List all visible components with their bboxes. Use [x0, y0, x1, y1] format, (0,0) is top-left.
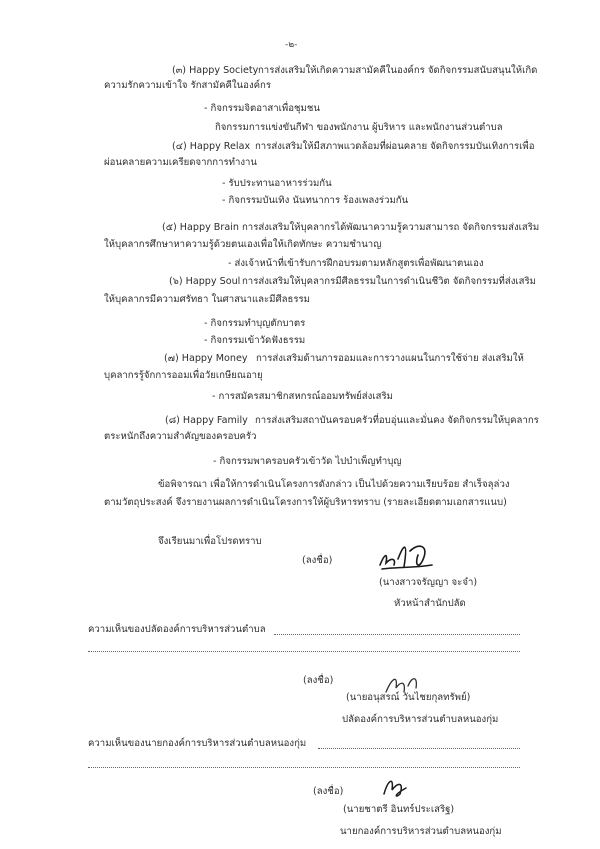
dotted-line	[88, 767, 520, 768]
signature-mark	[374, 537, 438, 575]
signer-position: นายกองค์การบริหารส่วนตำบลหนองกุ่ม	[340, 826, 502, 837]
item-title: (๔) Happy Relax	[172, 141, 251, 152]
item-title: (๓) Happy Society	[172, 65, 259, 76]
closing-line: จึงเรียนมาเพื่อโปรดทราบ	[158, 536, 262, 547]
item-description: การส่งเสริมให้เกิดความสามัคคีในองค์กร จัดกิจกรรมสนับสนุนให้เกิด	[258, 65, 538, 76]
consideration-line: ตามวัตถุประสงค์ จึงรายงานผลการดำเนินโครงการให้ผู้บริหารทราบ (รายละเอียดตามเอกสารแนบ)	[104, 497, 507, 508]
item-description: การส่งเสริมให้บุคลากรได้พัฒนาความรู้ความสามารถ จัดกิจกรรมส่งเสริม	[242, 222, 540, 233]
activity-item: - กิจกรรมพาครอบครัวเข้าวัด ไปบำเพ็ญทำบุญ	[213, 456, 402, 467]
signature-label: (ลงชื่อ)	[302, 555, 333, 566]
dotted-line	[274, 634, 520, 635]
signer-name: (นางสาวจรัญญา จะจำ)	[379, 577, 478, 588]
signature-label: (ลงชื่อ)	[303, 675, 334, 686]
activity-item: - กิจกรรมจิตอาสาเพื่อชุมชน	[204, 103, 320, 114]
consideration-line: ข้อพิจารณา เพื่อให้การดำเนินโครงการดังกล่าว เป็นไปด้วยความเรียบร้อย สำเร็จลุล่วง	[158, 479, 510, 490]
activity-item: - กิจกรรมบันเทิง นันทนาการ ร้องเพลงร่วมกัน	[222, 195, 409, 206]
item-description: การส่งเสริมสถาบันครอบครัวที่อบอุ่นและมั่นคง จัดกิจกรรมให้บุคลากร	[255, 415, 539, 426]
item-description: ให้บุคลากรมีความศรัทธา ในศาสนาและมีศีลธรรม	[104, 294, 310, 305]
activity-item: กิจกรรมการแข่งขันกีฬา ของพนักงาน ผู้บริหาร และพนักงานส่วนตำบล	[215, 122, 503, 133]
dotted-line	[318, 748, 520, 749]
item-description: ผ่อนคลายความเครียดจากการทำงาน	[104, 157, 257, 168]
item-title: (๕) Happy Brain	[162, 222, 239, 233]
item-title: (๗) Happy Money	[164, 353, 248, 364]
signer-position: ปลัดองค์การบริหารส่วนตำบลหนองกุ่ม	[342, 714, 499, 725]
item-description: การส่งเสริมให้มีสภาพแวดล้อมที่ผ่อนคลาย จัดกิจกรรมบันเทิงการเพื่อ	[255, 141, 535, 152]
signature-label: (ลงชื่อ)	[313, 786, 344, 797]
item-title: (๘) Happy Family	[165, 415, 248, 426]
item-description: ความรักความเข้าใจ รักสามัคคีในองค์กร	[104, 80, 272, 91]
activity-item: - กิจกรรมทำบุญตักบาตร	[204, 318, 306, 329]
dotted-line	[88, 651, 520, 652]
item-description: การส่งเสริมให้บุคลากรมีศีลธรรมในการดำเนินชีวิต จัดกิจกรรมที่ส่งเสริม	[242, 276, 537, 287]
activity-item: - กิจกรรมเข้าวัดฟังธรรม	[204, 335, 306, 346]
page-number: -๒-	[285, 40, 298, 50]
item-description: ตระหนักถึงความสำคัญของครอบครัว	[104, 431, 257, 442]
item-description: การส่งเสริมด้านการออมและการวางแผนในการใช้จ่าย ส่งเสริมให้	[256, 353, 524, 364]
signature-mark	[378, 772, 412, 802]
signer-name: (นายชาตรี อินทร์ประเสริฐ)	[343, 804, 455, 815]
activity-item: - ส่งเจ้าหน้าที่เข้ารับการฝึกอบรมตามหลักสูตรเพื่อพัฒนาตนเอง	[228, 258, 484, 269]
opinion-label: ความเห็นของปลัดองค์การบริหารส่วนตำบล	[88, 624, 266, 635]
signer-position: หัวหน้าสำนักปลัด	[394, 598, 466, 609]
item-description: ให้บุคลากรศึกษาหาความรู้ด้วยตนเองเพื่อให้เกิดทักษะ ความชำนาญ	[104, 239, 382, 250]
activity-item: - การสมัครสมาชิกสหกรณ์ออมทรัพย์ส่งเสริม	[212, 391, 393, 402]
signer-name: (นายอนุสรณ์ วันไชยกุลทรัพย์)	[346, 692, 471, 703]
activity-item: - รับประทานอาหารร่วมกัน	[222, 178, 332, 189]
item-description: บุคลากรรู้จักการออมเพื่อวัยเกษียณอายุ	[104, 370, 263, 381]
item-title: (๖) Happy Soul	[169, 276, 241, 287]
opinion-label: ความเห็นของนายกองค์การบริหารส่วนตำบลหนองกุ่ม	[88, 738, 307, 749]
